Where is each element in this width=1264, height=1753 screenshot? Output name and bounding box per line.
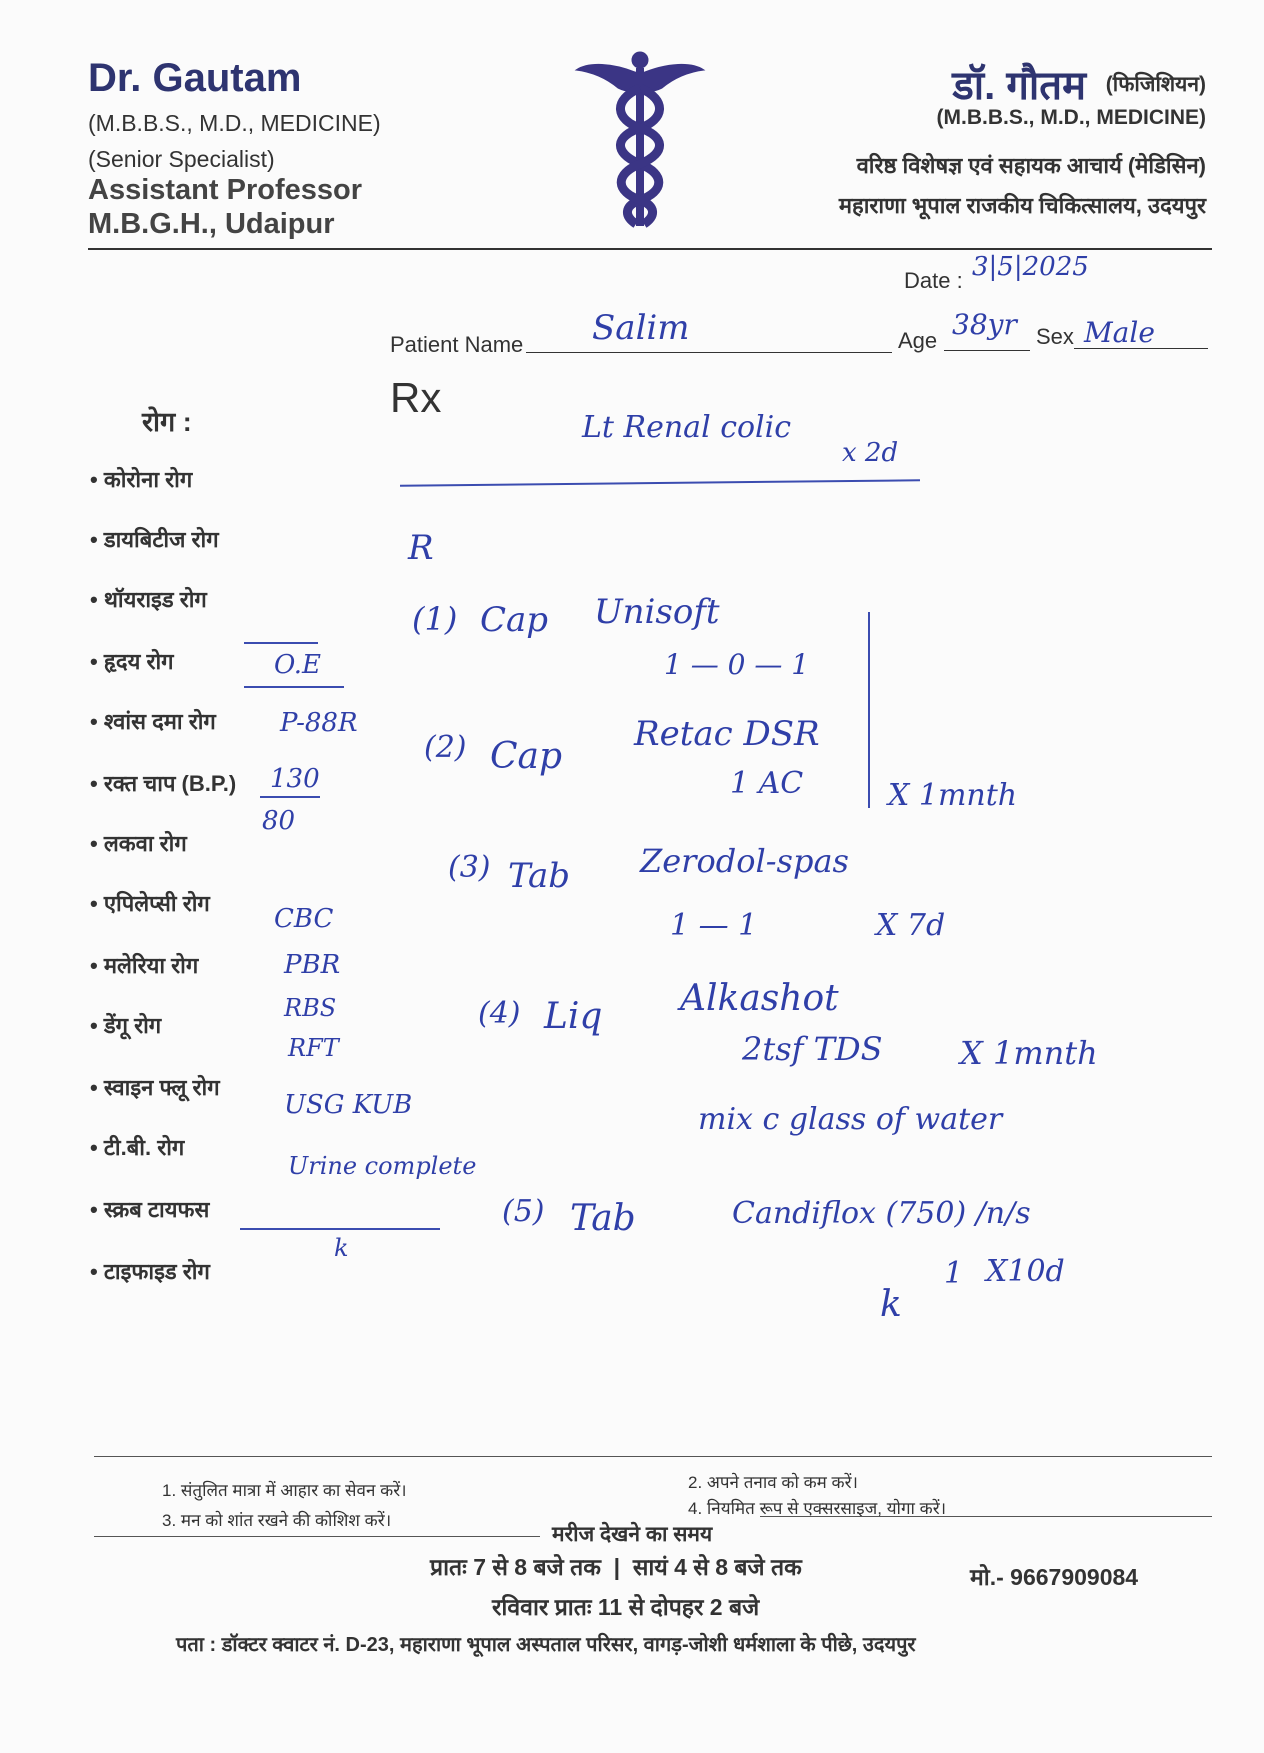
clinic-address: पता : डॉक्टर क्वाटर नं. D-23, महाराणा भूपाल अस्पताल परिसर, वागड़-जोशी धर्मशाला के पीछे, उदयपुर	[176, 1634, 916, 1656]
disease-item: • स्वाइन फ्लू रोग	[90, 1072, 220, 1102]
bp-systolic: 130	[270, 764, 320, 794]
timing-heading: मरीज देखने का समय	[552, 1523, 713, 1546]
rx-item-dose: 2tsf TDS	[742, 1030, 883, 1068]
rx-item-dose: 1 — 0 — 1	[664, 648, 810, 681]
disease-item: • कोरोना रोग	[90, 464, 192, 494]
patient-name-line	[526, 352, 892, 353]
test-item: RBS	[284, 994, 337, 1022]
sex-label: Sex	[1036, 324, 1074, 349]
notes-underline	[240, 1228, 440, 1230]
disease-item: • श्वांस दमा रोग	[90, 706, 216, 736]
rx-item-drug: Unisoft	[594, 592, 720, 632]
age-line	[944, 350, 1030, 351]
test-item: USG KUB	[284, 1090, 413, 1120]
rx-item-dose: 1 AC	[730, 766, 804, 801]
test-item: CBC	[274, 904, 334, 934]
bp-diastolic: 80	[262, 806, 296, 836]
disease-item: • थॉयराइड रोग	[90, 584, 207, 614]
doctor-hospital-hi: महाराणा भूपाल राजकीय चिकित्सालय, उदयपुर	[838, 193, 1206, 218]
test-item: Urine complete	[288, 1152, 477, 1180]
disease-item: • डायबिटीज रोग	[90, 524, 219, 554]
rx-item-dose: 1	[944, 1256, 964, 1291]
date-label: Date :	[904, 268, 963, 293]
doctor-title-en: Assistant Professor	[88, 174, 362, 206]
timing-weekday: प्रातः 7 से 8 बजे तक | सायं 4 से 8 बजे तक	[430, 1554, 802, 1580]
doctor-qualification-en: (M.B.B.S., M.D., MEDICINE)	[88, 110, 381, 136]
health-tip: 4. नियमित रूप से एक्सरसाइज, योगा करें।	[688, 1499, 947, 1518]
rx-item-number: (3)	[448, 850, 491, 885]
date-value: 3|5|2025	[972, 252, 1089, 282]
diagnosis-duration: x 2d	[842, 438, 899, 468]
exam-pulse-resp: P-88R	[280, 708, 358, 738]
health-tip: 1. संतुलित मात्रा में आहार का सेवन करें।	[162, 1481, 407, 1500]
header-divider	[88, 248, 1212, 250]
caduceus-icon	[572, 48, 708, 230]
timing-rule-right	[760, 1516, 1212, 1517]
rx-item-number: (1)	[412, 600, 458, 638]
health-tip: 3. मन को शांत रखने की कोशिश करें।	[162, 1511, 392, 1530]
sex-value: Male	[1084, 316, 1155, 349]
timing-sunday: रविवार प्रातः 11 से दोपहर 2 बजे	[492, 1594, 760, 1620]
rx-item-dose: 1 — 1	[670, 908, 758, 943]
rx-item-note: mix c glass of water	[698, 1102, 1003, 1137]
oe-underline	[244, 686, 344, 688]
rx-item-drug: Retac DSR	[634, 714, 820, 754]
rx-item-drug: Alkashot	[680, 978, 839, 1019]
doctor-hospital-en: M.B.G.H., Udaipur	[88, 208, 335, 240]
oe-overline	[244, 642, 318, 644]
bp-divider	[260, 796, 320, 798]
rx-item-drug: Zerodol-spas	[640, 842, 849, 880]
notes-initial: k	[334, 1234, 349, 1262]
age-label: Age	[898, 328, 938, 353]
disease-item: • लकवा रोग	[90, 828, 187, 858]
doctor-title-hi: वरिष्ठ विशेषज्ञ एवं सहायक आचार्य (मेडिसिन)	[856, 153, 1206, 178]
diagnosis-text: Lt Renal colic	[582, 410, 792, 445]
disease-item: • एपिलेप्सी रोग	[90, 888, 210, 918]
rx-item-form: Tab	[508, 856, 571, 896]
rx-item-duration: X10d	[986, 1254, 1065, 1289]
rx-item-drug: Candiflox (750) /n/s	[732, 1196, 1031, 1231]
age-value: 38yr	[952, 308, 1017, 341]
disease-item: • स्क्रब टायफस	[90, 1194, 209, 1224]
footer-top-rule	[94, 1456, 1212, 1457]
bracket-duration: X 1mnth	[888, 778, 1018, 813]
test-item: RFT	[288, 1034, 339, 1062]
disease-item: • हृदय रोग	[90, 646, 174, 676]
doctor-role-en: (Senior Specialist)	[88, 146, 275, 172]
health-tip: 2. अपने तनाव को कम करें।	[688, 1473, 858, 1492]
rx-item-number: (5)	[502, 1194, 545, 1229]
rx-item-form: Liq	[544, 996, 603, 1037]
rx-item-form: Tab	[570, 1198, 636, 1239]
rx-item-form: Cap	[490, 736, 563, 777]
doctor-signature: k	[880, 1284, 902, 1325]
disease-item: • डेंगू रोग	[90, 1010, 161, 1040]
rx-item-form: Cap	[480, 600, 549, 640]
disease-item: • रक्त चाप (B.P.)	[90, 768, 236, 798]
mobile-number: मो.- 9667909084	[970, 1564, 1139, 1590]
exam-oe: O.E	[274, 650, 322, 680]
rx-item-number: (4)	[478, 996, 521, 1031]
disease-heading: रोग :	[142, 407, 192, 437]
doctor-speciality-hi: (फिजिशियन)	[1105, 73, 1206, 96]
disease-item: • मलेरिया रोग	[90, 950, 198, 980]
rx-item-number: (2)	[424, 730, 467, 765]
patient-name-label: Patient Name	[390, 332, 524, 357]
timing-rule-left	[94, 1536, 540, 1537]
disease-item: • टी.बी. रोग	[90, 1132, 184, 1162]
rx-item-duration: X 1mnth	[960, 1034, 1098, 1072]
diagnosis-underline	[400, 479, 920, 486]
disease-item: • टाइफाइड रोग	[90, 1256, 210, 1286]
rx-symbol: R	[408, 528, 434, 568]
doctor-qualification-hi: (M.B.B.S., M.D., MEDICINE)	[936, 106, 1206, 129]
patient-name-value: Salim	[592, 308, 690, 348]
doctor-name-hi: डॉ. गौतम	[952, 64, 1086, 108]
rx-label: Rx	[390, 374, 442, 421]
duration-bracket	[868, 612, 870, 808]
rx-item-duration: X 7d	[876, 908, 946, 943]
test-item: PBR	[284, 950, 341, 980]
doctor-name-en: Dr. Gautam	[88, 56, 302, 100]
